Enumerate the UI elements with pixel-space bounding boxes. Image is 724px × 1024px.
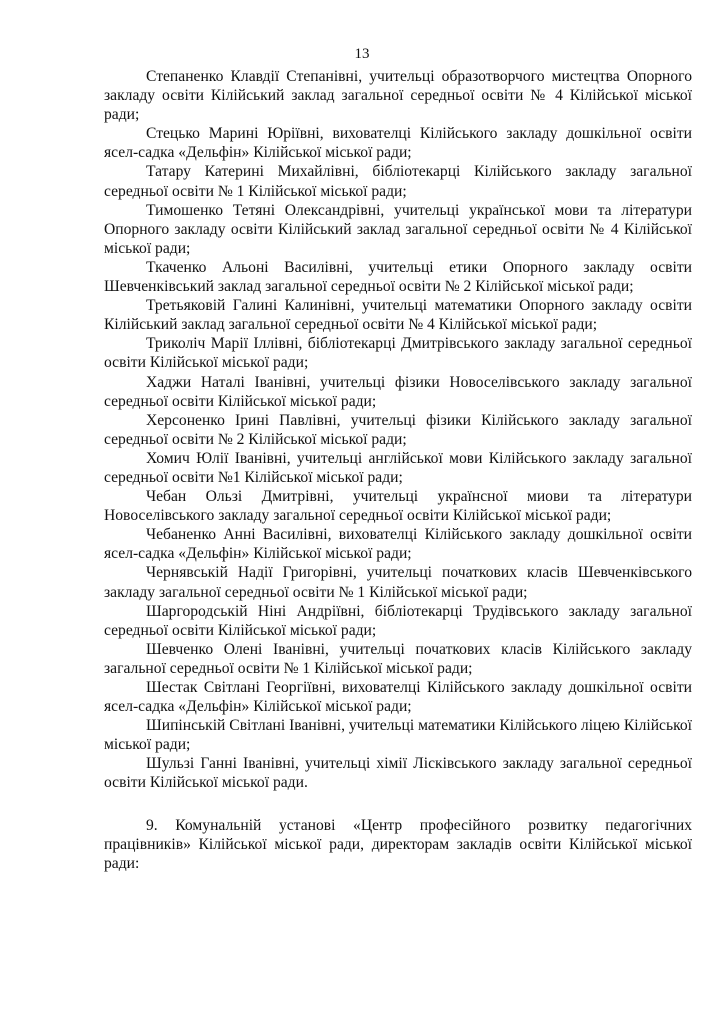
paragraph-tkachenko: Ткаченко Альоні Василівні, учительці етики Опорного закладу освіти Шевченківський заклад загальної середньої освіти № 2 Кілійської міської ради;	[104, 258, 692, 296]
paragraph-shestak: Шестак Світлані Георгіївні, вихователці Кілійського закладу дошкільної освіти ясел-садка «Дельфін» Кілійської міської ради;	[104, 679, 692, 716]
paragraph-cherniavska: Чернявській Надії Григорівні, учительці початкових класів Шевченківського закладу загальної середньої освіти № 1 Кілійської міської ради;	[104, 564, 692, 601]
paragraph-shevchenko: Шевченко Олені Іванівні, учительці початкових класів Кілійського закладу загальної середньої освіти № 1 Кілійської міської ради;	[104, 640, 692, 677]
paragraph-item-9: 9. Комунальній установі «Центр професійного розвитку педагогічних працівників» Кілійської міської ради, директорам закладів освіти Кілійської міської ради:	[104, 816, 692, 872]
paragraph-khadzhy: Хаджи Наталі Іванівні, учительці фізики Новоселівського закладу загальної середньої освіти Кілійської міської ради;	[104, 373, 692, 410]
paragraph-chebanenko: Чебаненко Анні Василівні, вихователці Кілійського закладу дошкільної освіти ясел-садка «Дельфін» Кілійської міської ради;	[104, 526, 692, 563]
paragraph-stepanenko: Степаненко Клавдії Степанівні, учительці образотворчого мистецтва Опорного закладу освіти Кілійський заклад загальної середньої освіти № 4 Кілійської міської ради;	[104, 68, 692, 124]
paragraph-stetsko: Стецько Марині Юріївні, вихователці Кілійського закладу дошкільної освіти ясел-садка «Дельфін» Кілійської міської ради;	[104, 125, 692, 162]
paragraph-cheban: Чебан Ользі Дмитрівні, учительці українсної миови та літератури Новоселівського закладу загальної середньої освіти Кілійської міської ради;	[104, 488, 692, 525]
paragraph-tataru: Татару Катерині Михайлівні, бібліотекарці Кілійського закладу загальної середньої освіти № 1 Кілійської міської ради;	[104, 163, 692, 200]
page-number: 13	[354, 46, 370, 62]
paragraph-khersonenko: Херсоненко Ірині Павлівні, учительці фізики Кілійського закладу загальної середньої освіти № 2 Кілійської міської ради;	[104, 411, 692, 448]
paragraph-khomych: Хомич Юлії Іванівні, учительці англійської мови Кілійського закладу загальної середньої освіти №1 Кілійської міської ради;	[104, 449, 692, 486]
paragraph-shulzi: Шульзі Ганні Іванівні, учительці хімії Лісківського закладу загальної середньої освіти Кілійської міської ради.	[104, 755, 692, 792]
paragraph-shargorodska: Шаргородській Ніні Андріївні, бібліотекарці Трудівського закладу загальної середньої освіти Кілійської міської ради;	[104, 602, 692, 639]
paragraph-tretiakova: Третьяковій Галині Калинівні, учительці математики Опорного закладу освіти Кілійський заклад загальної середньої освіти № 4 Кілійської міської ради;	[104, 297, 692, 334]
paragraph-trykolich: Триколіч Марії Іллівні, бібліотекарці Дмитрівського закладу загальної середньої освіти Кілійської міської ради;	[104, 335, 692, 372]
paragraph-tymoshenko: Тимошенко Тетяні Олександрівні, учительці української мови та літератури Опорного закладу освіти Кілійський заклад загальної середньої освіти № 4 Кілійської міської ради;	[104, 201, 692, 257]
paragraph-shypinska: Шипінській Світлані Іванівні, учительці математики Кілійського ліцею Кілійської міської ради;	[104, 717, 692, 754]
document-body	[104, 67, 692, 873]
